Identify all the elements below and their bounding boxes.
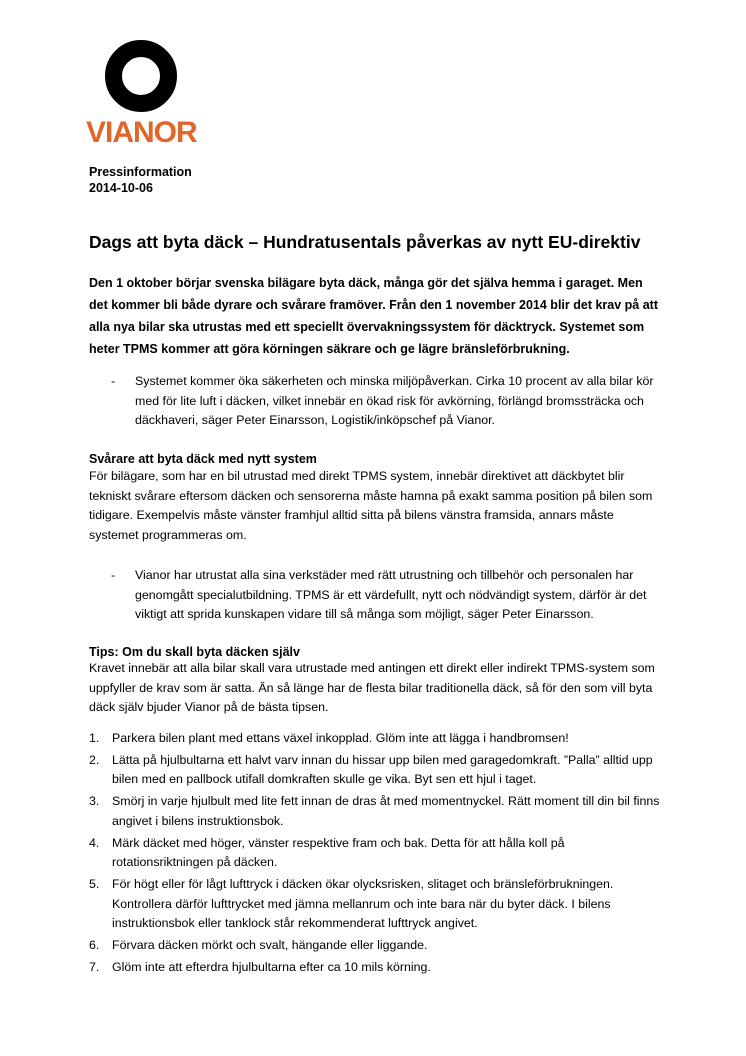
list-item [89,936,669,956]
press-date: 2014-10-06 [89,181,153,195]
section-heading-2: Tips: Om du skall byta däcken själv [89,645,300,659]
press-meta [89,164,192,196]
list-item [89,875,669,934]
logo-ring-icon [105,40,177,112]
list-text: Förvara däcken mörkt och svalt, hängande eller liggande. [112,937,428,952]
list-number: 7. [89,959,100,974]
list-item [89,958,669,978]
list-number: 5. [89,877,100,892]
logo-wordmark: VIANOR [86,116,197,149]
bullet-dash: - [111,374,116,388]
section-heading-1: Svårare att byta däck med nytt system [89,452,317,466]
page-title: Dags att byta däck – Hundratusentals påverkas av nytt EU-direktiv [89,232,641,252]
list-text: Glöm inte att efterdra hjulbultarna efter ca 10 mils körning. [112,959,431,974]
list-item [89,751,669,790]
list-number: 3. [89,794,100,809]
vianor-logo [86,36,202,152]
list-text: Parkera bilen plant med ettans växel inkopplad. Glöm inte att lägga i handbromsen! [112,731,569,745]
section-body-2: Kravet innebär att alla bilar skall vara utrustade med antingen ett direkt eller indirekt TPMS-system som uppfyller de krav som är satta. Än så länge har de flesta bilar traditionella däck, så för den som vill byta däck själv bjuder Vianor på de bästa tipsen. [89,661,655,714]
bullet-text: Systemet kommer öka säkerheten och minska miljöpåverkan. Cirka 10 procent av alla bilar kör med för lite luft i däcken, vilket innebär en ökad risk för avkörning, förlängd bromssträcka och däckhaveri, säger Peter Einarsson, Logistik/inköpschef på Vianor. [135,374,654,427]
press-label: Pressinformation [89,165,192,179]
bullet-dash: - [111,568,116,582]
list-text: Märk däcket med höger, vänster respektive fram och bak. Detta för att hålla koll på rotationsriktningen på däcken. [112,835,565,870]
list-text: Smörj in varje hjulbult med lite fett innan de dras åt med momentnyckel. Rätt moment till din bil finns angivet i bilens instruktionsbok. [112,794,660,828]
list-text: Lätta på hjulbultarna ett halvt varv innan du hissar upp bilen med garagedomkraft. ”Palla” alltid upp bilen med en pallbock utifall domkraften skulle ge vika. Byt sen ett hjul i taget. [112,752,653,787]
list-number: 2. [89,752,100,767]
section-body-1: För bilägare, som har en bil utrustad med direkt TPMS system, innebär direktivet att däckbytet blir tekniskt svårare eftersom däcken och sensorerna måste hamna på exakt samma position på bilen som tidigare. Exempelvis måste vänster framhjul alltid sitta på bilens vänstra framsida, annars måste systemet programmeras om. [89,469,653,542]
list-item [89,729,669,749]
list-item [89,792,669,831]
list-number: 1. [89,731,100,745]
list-number: 4. [89,835,100,850]
list-text: För högt eller för lågt lufttryck i däcken ökar olycksrisken, slitaget och bränsleförbrukningen. Kontrollera därför lufttrycket med jämna mellanrum och inte bara när du byter däck. I bilens instruktionsbok eller tanklock står rekommenderat lufttryck angivet. [112,877,614,931]
bullet-text: Vianor har utrustat alla sina verkstäder med rätt utrustning och tillbehör och personalen har genomgått specialutbildning. TPMS är ett värdefullt, nytt och nödvändigt system, därför är det viktigt att sprida kunskapen vidare till så många som möjligt, säger Peter Einarsson. [135,568,647,621]
list-number: 6. [89,937,100,952]
list-item [89,834,669,873]
tips-list [89,729,669,980]
lead-paragraph: Den 1 oktober börjar svenska bilägare byta däck, många gör det själva hemma i garaget. Men det kommer bli både dyrare och svårare framöver. Från den 1 november 2014 blir det krav på att alla nya bilar ska utrustas med ett speciellt övervakningssystem för däcktryck. Systemet som heter TPMS kommer att göra körningen säkrare och ge lägre bränsleförbrukning. [89,276,658,356]
